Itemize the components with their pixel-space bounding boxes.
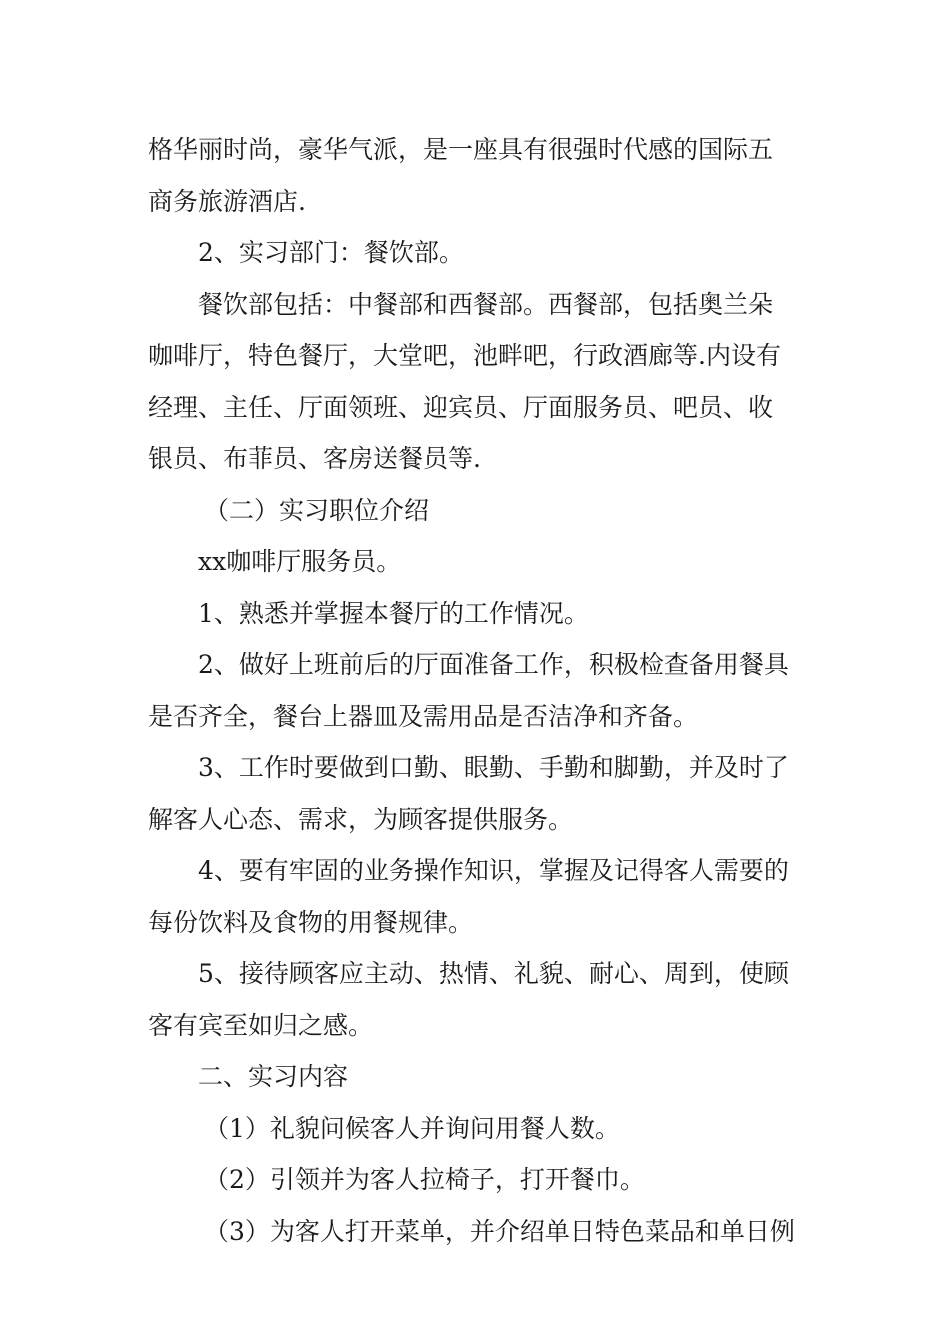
list-item-continuation: 客有宾至如归之感。 bbox=[148, 1010, 374, 1040]
paragraph-line: 商务旅游酒店. bbox=[148, 186, 306, 216]
list-item: 4、要有牢固的业务操作知识，掌握及记得客人需要的 bbox=[198, 856, 789, 885]
list-item: （1）礼貌问候客人并询问用餐人数。 bbox=[204, 1113, 620, 1143]
list-item: （2）引领并为客人拉椅子，打开餐巾。 bbox=[204, 1165, 645, 1194]
paragraph-line: 餐饮部包括：中餐部和西餐部。西餐部，包括奥兰朵 bbox=[198, 289, 774, 319]
list-item-continuation: 是否齐全，餐台上器皿及需用品是否洁净和齐备。 bbox=[148, 701, 699, 731]
paragraph-line: 格华丽时尚，豪华气派，是一座具有很强时代感的国际五 bbox=[148, 135, 774, 164]
list-item: 5、接待顾客应主动、热情、礼貌、耐心、周到，使顾 bbox=[198, 959, 789, 988]
list-item-continuation: 每份饮料及食物的用餐规律。 bbox=[148, 907, 474, 937]
list-item: 1、熟悉并掌握本餐厅的工作情况。 bbox=[198, 598, 589, 628]
section-heading: 2、实习部门：餐饮部。 bbox=[198, 238, 464, 267]
paragraph-line: 咖啡厅，特色餐厅，大堂吧，池畔吧，行政酒廊等.内设有 bbox=[148, 341, 781, 370]
paragraph-line: xx咖啡厅服务员。 bbox=[198, 547, 402, 576]
section-heading: （二）实习职位介绍 bbox=[204, 495, 430, 525]
list-item-continuation: 解客人心态、需求，为顾客提供服务。 bbox=[148, 804, 574, 834]
list-item: 3、工作时要做到口勤、眼勤、手勤和脚勤，并及时了 bbox=[198, 753, 789, 782]
body-text bbox=[148, 124, 808, 1257]
paragraph-line: 银员、布菲员、客房送餐员等. bbox=[148, 444, 481, 473]
paragraph-line: 经理、主任、厅面领班、迎宾员、厅面服务员、吧员、收 bbox=[148, 392, 774, 422]
section-heading: 二、实习内容 bbox=[198, 1062, 349, 1091]
list-item: （3）为客人打开菜单，并介绍单日特色菜品和单日例 bbox=[204, 1216, 795, 1246]
list-item: 2、做好上班前后的厅面准备工作，积极检查备用餐具 bbox=[198, 650, 789, 679]
